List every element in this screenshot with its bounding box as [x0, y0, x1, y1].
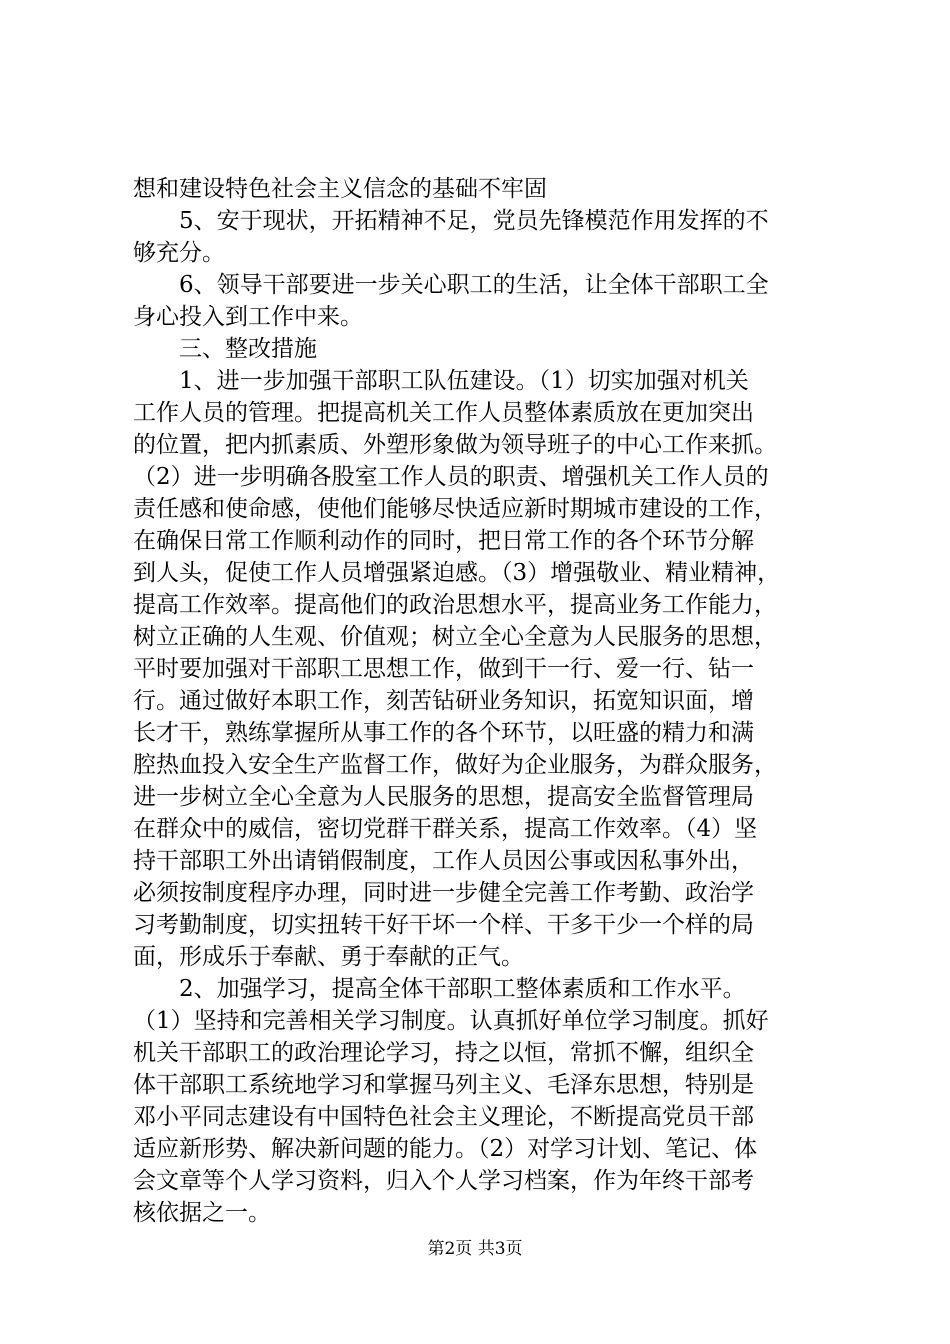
text-line: 工作人员的管理。把提高机关工作人员整体素质放在更加突出 [133, 400, 754, 426]
text-line: 三、整改措施 [179, 336, 317, 362]
text-line: 进一步树立全心全意为人民服务的思想，提高安全监督管理局 [133, 784, 754, 810]
text-line: 1、进一步加强干部职工队伍建设。（1）切实加强对机关 [179, 368, 749, 394]
text-line: 在群众中的威信，密切党群干群关系，提高工作效率。（4）坚 [133, 816, 758, 842]
text-line: 树立正确的人生观、价值观；树立全心全意为人民服务的思想， [133, 624, 777, 650]
page-footer: 第2页 共3页 [427, 1239, 523, 1259]
text-line: 到人头，促使工作人员增强紧迫感。（3）增强敬业、精业精神， [133, 560, 781, 586]
text-line: 会文章等个人学习资料，归入个人学习档案，作为年终干部考 [133, 1168, 754, 1194]
text-line: 责任感和使命感，使他们能够尽快适应新时期城市建设的工作， [133, 496, 777, 522]
text-line: （2）进一步明确各股室工作人员的职责、增强机关工作人员的 [133, 464, 769, 490]
text-line: 长才干，熟练掌握所从事工作的各个环节，以旺盛的精力和满 [133, 720, 754, 746]
text-line: 5、安于现状，开拓精神不足，党员先锋模范作用发挥的不 [179, 208, 769, 234]
text-line: 体干部职工系统地学习和掌握马列主义、毛泽东思想，特别是 [133, 1072, 754, 1098]
text-line: 行。通过做好本职工作，刻苦钻研业务知识，拓宽知识面，增 [133, 688, 754, 714]
text-line: 在确保日常工作顺利动作的同时，把日常工作的各个环节分解 [133, 528, 754, 554]
text-line: （1）坚持和完善相关学习制度。认真抓好单位学习制度。抓好 [133, 1008, 769, 1034]
text-line: 想和建设特色社会主义信念的基础不牢固 [133, 176, 547, 202]
text-line: 面，形成乐于奉献、勇于奉献的正气。 [133, 944, 524, 970]
text-line: 习考勤制度，切实扭转干好干坏一个样、干多干少一个样的局 [133, 912, 754, 938]
text-line: 身心投入到工作中来。 [133, 304, 363, 330]
text-line: 6、领导干部要进一步关心职工的生活，让全体干部职工全 [179, 272, 769, 298]
text-line: 2、加强学习，提高全体干部职工整体素质和工作水平。 [179, 976, 746, 1002]
text-line: 腔热血投入安全生产监督工作，做好为企业服务，为群众服务， [133, 752, 777, 778]
document-body [133, 173, 833, 1229]
text-line: 持干部职工外出请销假制度，工作人员因公事或因私事外出， [133, 848, 754, 874]
text-line: 邓小平同志建设有中国特色社会主义理论，不断提高党员干部 [133, 1104, 754, 1130]
text-line: 适应新形势、解决新问题的能力。（2）对学习计划、笔记、体 [133, 1136, 758, 1162]
text-line: 够充分。 [133, 240, 225, 266]
text-line: 机关干部职工的政治理论学习，持之以恒，常抓不懈，组织全 [133, 1040, 754, 1066]
text-line: 核依据之一。 [133, 1200, 271, 1226]
text-line: 的位置，把内抓素质、外塑形象做为领导班子的中心工作来抓。 [133, 432, 777, 458]
text-line: 提高工作效率。提高他们的政治思想水平，提高业务工作能力， [133, 592, 777, 618]
text-line: 必须按制度程序办理，同时进一步健全完善工作考勤、政治学 [133, 880, 754, 906]
text-line: 平时要加强对干部职工思想工作，做到干一行、爱一行、钻一 [133, 656, 754, 682]
